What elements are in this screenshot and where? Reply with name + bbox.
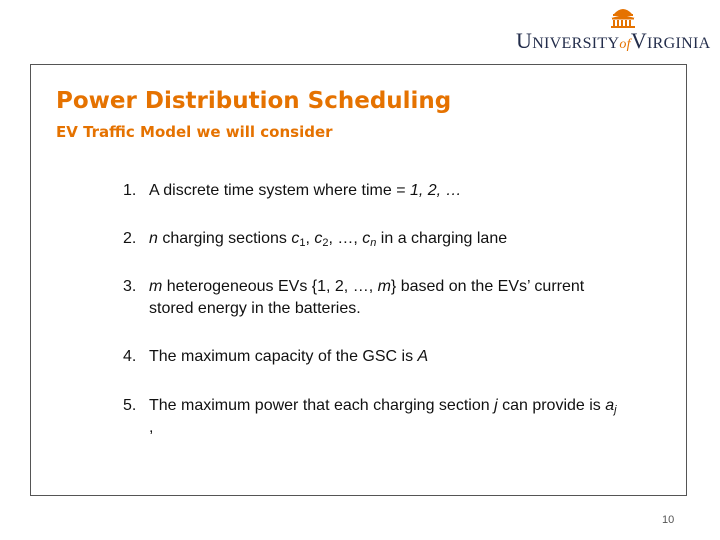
list-item-text: n charging sections $c_1$, $c_2$, …, $c_n$ in a charging lane xyxy=(149,230,508,249)
list-item-text: A discrete time system where time = 1, 2, … xyxy=(149,182,462,199)
list-item-text: The maximum capacity of the GSC is A xyxy=(149,348,429,365)
list-item-number: 2. xyxy=(123,230,137,247)
rotunda-icon xyxy=(606,4,640,28)
logo-wordmark: UNIVERSITYofVIRGINIA xyxy=(516,28,711,53)
page-number: 10 xyxy=(662,514,675,526)
list-item xyxy=(123,395,623,439)
list-item xyxy=(123,346,623,368)
list-item-number: 3. xyxy=(123,278,137,295)
list-item-number: 4. xyxy=(123,348,137,365)
slide-subtitle: EV Traffic Model we will consider xyxy=(56,123,333,141)
list-item xyxy=(123,276,623,320)
list-item xyxy=(123,180,623,202)
list-item-text: The maximum power that each charging section j can provide is $a_j$ , xyxy=(149,397,617,436)
list-item-number: 5. xyxy=(123,397,137,414)
list-item xyxy=(123,228,623,250)
list-item-number: 1. xyxy=(123,182,137,199)
slide-title: Power Distribution Scheduling xyxy=(56,88,452,114)
list-item-text: m heterogeneous EVs {1, 2, …, m} based on the EVs’ current stored energy in the batteries. xyxy=(149,278,585,317)
university-of-virginia-logo xyxy=(516,4,720,53)
